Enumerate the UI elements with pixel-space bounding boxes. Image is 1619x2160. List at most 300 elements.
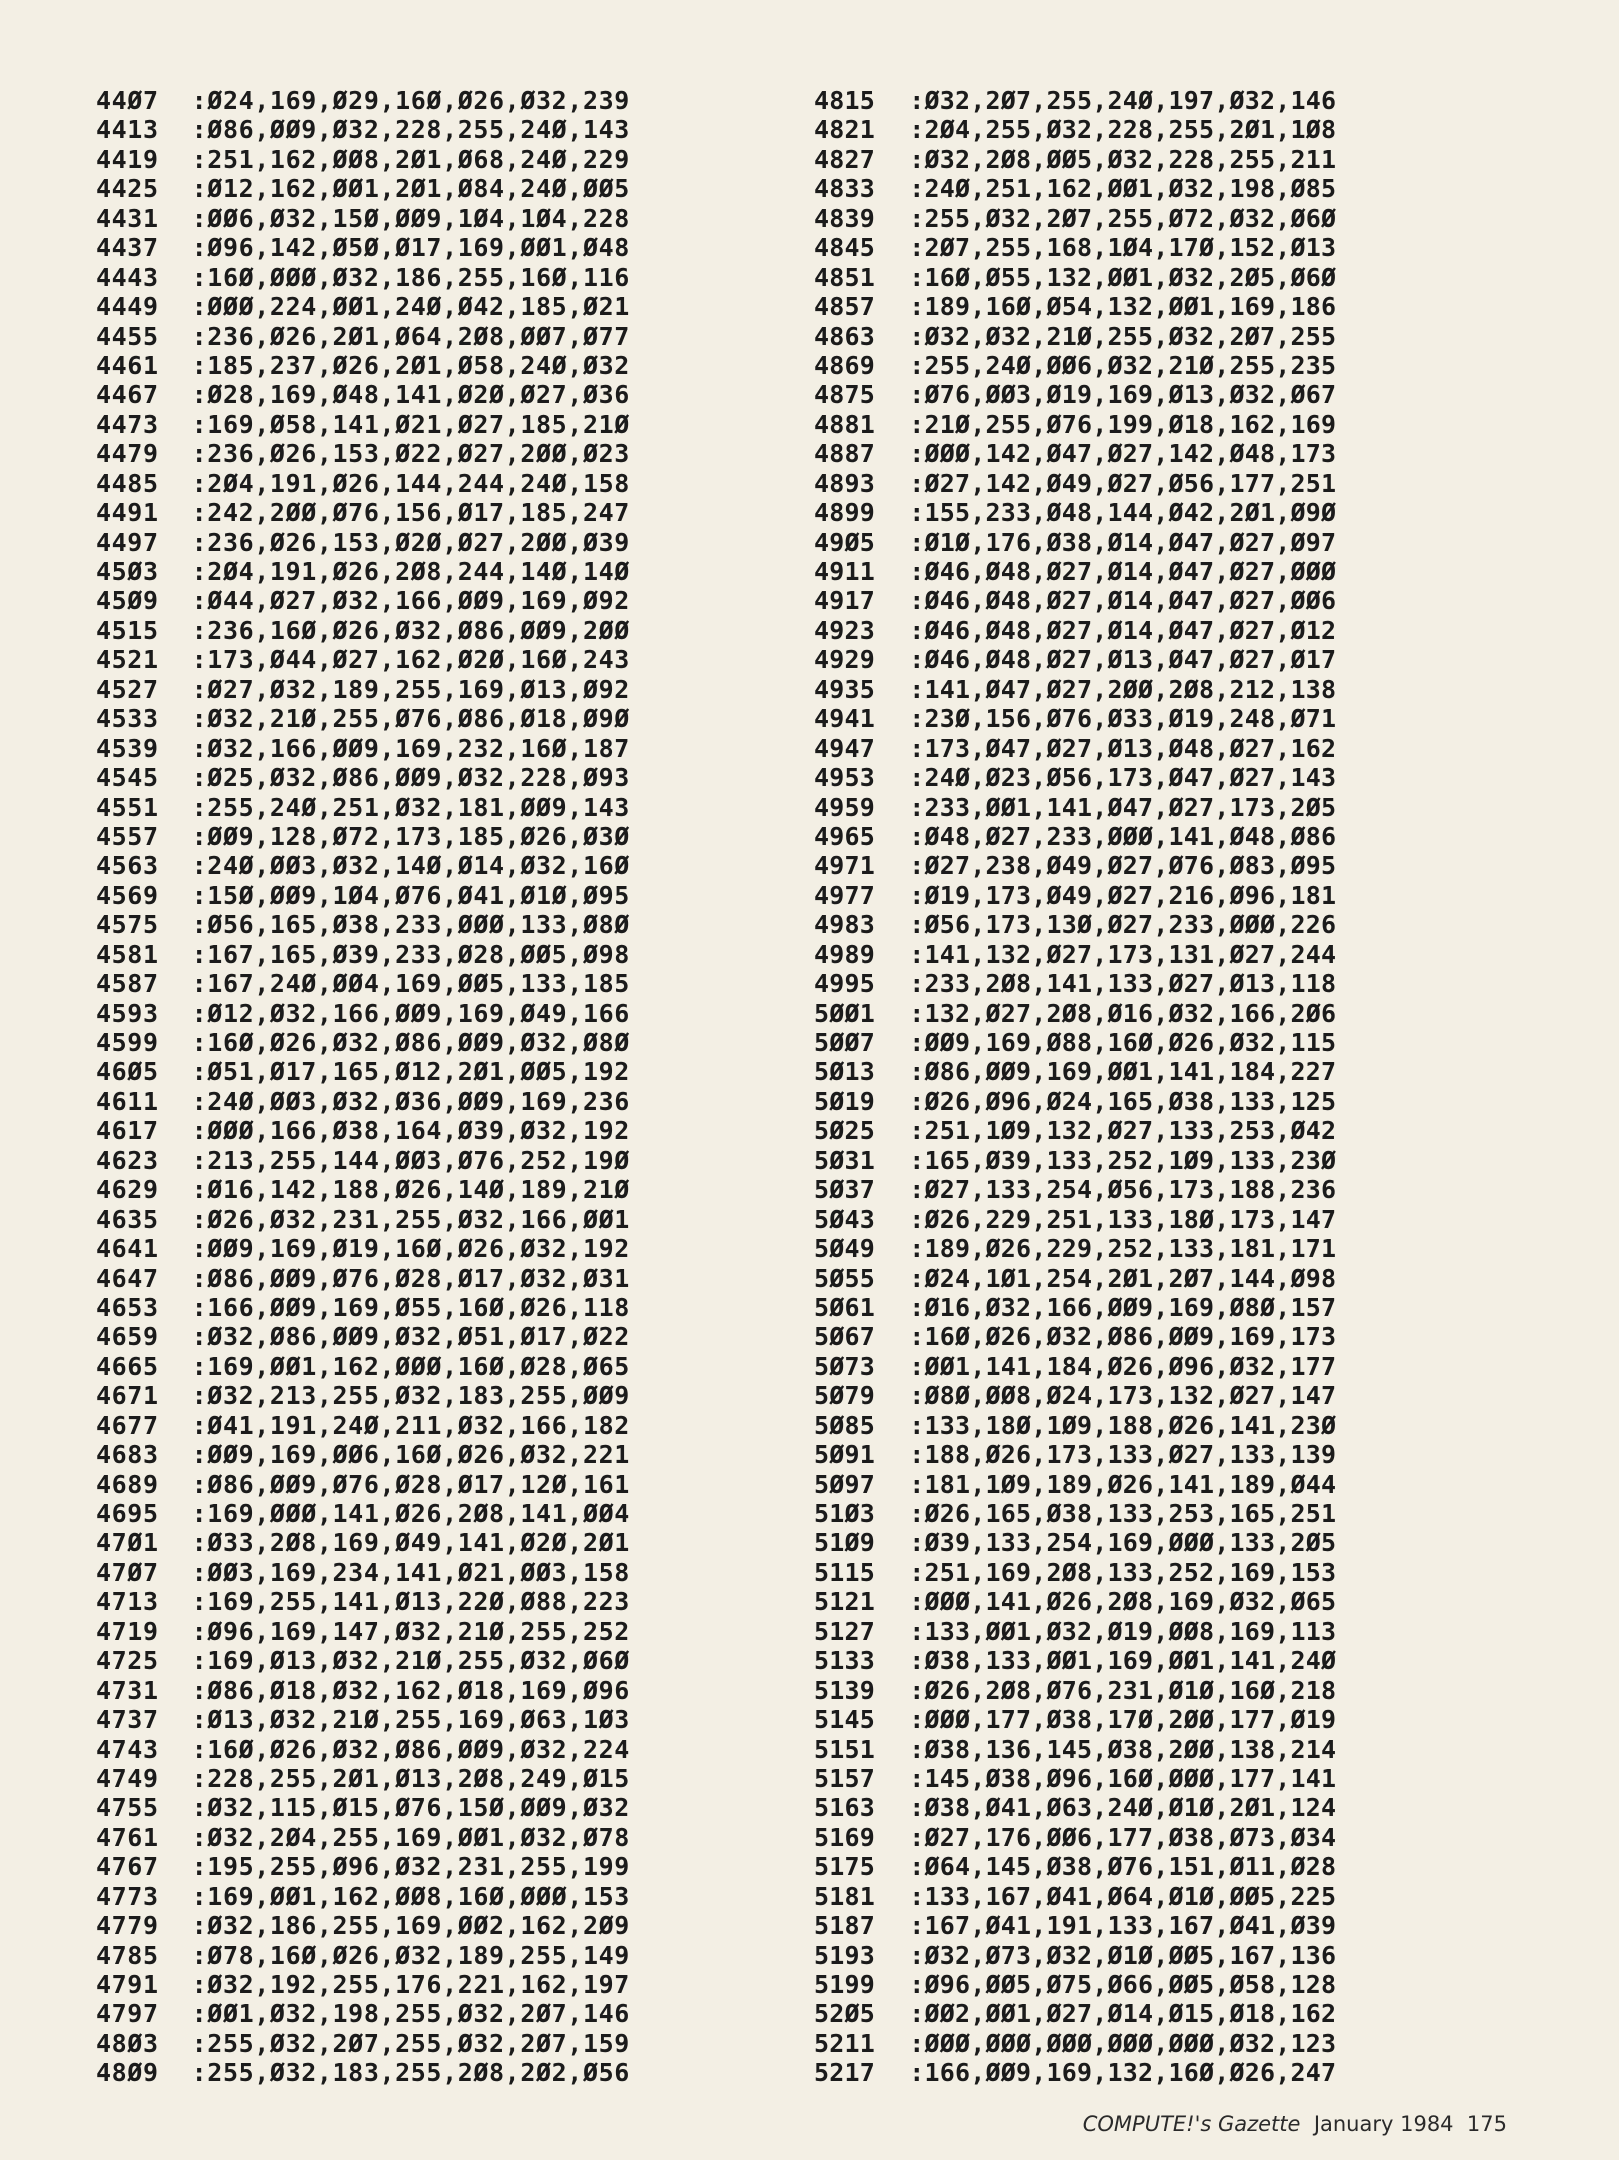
- line-number: 4581: [96, 939, 159, 969]
- listing-line: [814, 734, 1336, 763]
- listing-line: [96, 1381, 630, 1410]
- line-number: 5121: [814, 1587, 876, 1617]
- line-number: 5193: [814, 1940, 876, 1970]
- listing-line: [96, 322, 630, 351]
- line-data: :Ø46,Ø48,Ø27,Ø14,Ø47,Ø27,Ø12: [909, 615, 1337, 645]
- line-number: 4593: [96, 998, 159, 1028]
- line-number: 4659: [96, 1322, 159, 1352]
- line-data: :133,18Ø,1Ø9,188,Ø26,141,23Ø: [909, 1410, 1337, 1440]
- line-number: 4467: [96, 380, 159, 410]
- listing-line: [96, 1116, 630, 1145]
- line-number: 4479: [96, 439, 159, 469]
- line-data: :Ø12,162,ØØ1,2Ø1,Ø84,24Ø,ØØ5: [191, 174, 630, 204]
- line-number: 4647: [96, 1263, 159, 1293]
- line-data: :2Ø4,255,Ø32,228,255,2Ø1,1Ø8: [909, 115, 1337, 145]
- line-number: 4845: [814, 233, 876, 263]
- listing-line: [814, 322, 1336, 351]
- line-data: :Ø76,ØØ3,Ø19,169,Ø13,Ø32,Ø67: [909, 380, 1337, 410]
- line-data: :Ø78,16Ø,Ø26,Ø32,189,255,149: [191, 1940, 630, 1970]
- listing-line: [814, 410, 1336, 439]
- line-number: 5151: [814, 1734, 876, 1764]
- listing-line: [96, 1499, 630, 1528]
- line-data: :Ø13,Ø32,21Ø,255,169,Ø63,1Ø3: [191, 1705, 630, 1735]
- line-number: 51Ø3: [814, 1499, 876, 1528]
- listing-line: [814, 1764, 1336, 1793]
- line-number: 4551: [96, 792, 159, 822]
- line-number: 4539: [96, 733, 159, 763]
- listing-line: [96, 469, 630, 498]
- listing-line: [814, 1205, 1336, 1234]
- listing-line: [814, 439, 1336, 468]
- listing-line: [814, 851, 1336, 880]
- line-number: 4761: [96, 1822, 159, 1852]
- line-number: 4911: [814, 557, 876, 586]
- listing-line: [96, 1528, 630, 1557]
- listing-line: [96, 1146, 630, 1175]
- listing-line: [814, 204, 1336, 233]
- line-number: 4851: [814, 262, 876, 292]
- line-number: 4983: [814, 910, 876, 940]
- listing-line: [814, 1735, 1336, 1764]
- listing-line: [814, 881, 1336, 910]
- line-data: :Ø26,229,251,133,18Ø,173,147: [909, 1204, 1337, 1234]
- line-number: 4941: [814, 704, 876, 734]
- listing-line: [96, 1057, 630, 1086]
- line-number: 4485: [96, 468, 159, 498]
- listing-line: [96, 204, 630, 233]
- line-data: :132,Ø27,2Ø8,Ø16,Ø32,166,2Ø6: [909, 998, 1337, 1028]
- line-number: 4419: [96, 144, 159, 174]
- line-number: 5Ø31: [814, 1145, 876, 1175]
- line-number: 4695: [96, 1499, 159, 1528]
- line-data: :2Ø4,191,Ø26,2Ø8,244,14Ø,14Ø: [191, 557, 630, 586]
- line-number: 4449: [96, 292, 159, 322]
- line-number: 5175: [814, 1852, 876, 1882]
- line-number: 4755: [96, 1793, 159, 1823]
- listing-line: [96, 1999, 630, 2028]
- listing-line: [814, 380, 1336, 409]
- line-data: :Ø32,21Ø,255,Ø76,Ø86,Ø18,Ø9Ø: [191, 704, 630, 734]
- line-data: :169,255,141,Ø13,22Ø,Ø88,223: [191, 1587, 630, 1617]
- line-number: 4563: [96, 851, 159, 881]
- line-data: :251,1Ø9,132,Ø27,133,253,Ø42: [909, 1116, 1337, 1146]
- line-number: 4569: [96, 880, 159, 910]
- line-number: 4899: [814, 498, 876, 528]
- line-data: :Ø26,Ø32,231,255,Ø32,166,ØØ1: [191, 1204, 630, 1234]
- listing-line: [814, 763, 1336, 792]
- listing-line: [96, 1676, 630, 1705]
- line-data: :Ø8Ø,ØØ8,Ø24,173,132,Ø27,147: [909, 1381, 1337, 1411]
- listing-line: [814, 1381, 1336, 1410]
- line-data: :255,24Ø,251,Ø32,181,ØØ9,143: [191, 792, 630, 822]
- listing-line: [96, 1970, 630, 1999]
- line-data: :236,16Ø,Ø26,Ø32,Ø86,ØØ9,2ØØ: [191, 615, 630, 645]
- line-data: :Ø32,Ø32,21Ø,255,Ø32,2Ø7,255: [909, 321, 1337, 351]
- line-data: :145,Ø38,Ø96,16Ø,ØØØ,177,141: [909, 1763, 1337, 1793]
- line-number: 4827: [814, 144, 876, 174]
- listing-line: [814, 940, 1336, 969]
- line-data: :ØØ3,169,234,141,Ø21,ØØ3,158: [191, 1557, 630, 1587]
- line-data: :169,ØØ1,162,ØØ8,16Ø,ØØØ,153: [191, 1881, 630, 1911]
- line-data: :Ø96,142,Ø5Ø,Ø17,169,ØØ1,Ø48: [191, 233, 630, 263]
- line-data: :255,Ø32,2Ø7,255,Ø32,2Ø7,159: [191, 2028, 630, 2058]
- line-data: :251,169,2Ø8,133,252,169,153: [909, 1557, 1337, 1587]
- line-data: :188,Ø26,173,133,Ø27,133,139: [909, 1440, 1337, 1470]
- line-data: :Ø39,133,254,169,ØØØ,133,2Ø5: [909, 1528, 1337, 1558]
- line-number: 5Ø55: [814, 1263, 876, 1293]
- line-number: 4443: [96, 262, 159, 292]
- listing-line: [96, 1735, 630, 1764]
- line-data: :ØØ9,128,Ø72,173,185,Ø26,Ø3Ø: [191, 821, 630, 851]
- line-data: :Ø16,142,188,Ø26,14Ø,189,21Ø: [191, 1175, 630, 1205]
- line-number: 4557: [96, 821, 159, 851]
- line-number: 4959: [814, 792, 876, 822]
- line-data: :213,255,144,ØØ3,Ø76,252,19Ø: [191, 1145, 630, 1175]
- listing-line: [96, 1087, 630, 1116]
- listing-line: [814, 675, 1336, 704]
- page-number: 175: [1466, 2112, 1507, 2136]
- line-number: 4791: [96, 1970, 159, 1999]
- line-data: :Ø1Ø,176,Ø38,Ø14,Ø47,Ø27,Ø97: [909, 527, 1337, 557]
- line-number: 4599: [96, 1028, 159, 1057]
- line-number: 4731: [96, 1675, 159, 1705]
- line-data: :133,ØØ1,Ø32,Ø19,ØØ8,169,113: [909, 1616, 1337, 1646]
- line-number: 4425: [96, 174, 159, 204]
- listing-line: [96, 586, 630, 615]
- line-data: :166,ØØ9,169,132,16Ø,Ø26,247: [909, 2058, 1337, 2088]
- listing-line: [96, 1293, 630, 1322]
- line-number: 4767: [96, 1852, 159, 1882]
- line-number: 4521: [96, 645, 159, 675]
- line-data: :Ø38,136,145,Ø38,2ØØ,138,214: [909, 1734, 1337, 1764]
- line-data: :233,2Ø8,141,133,Ø27,Ø13,118: [909, 969, 1337, 999]
- line-number: 4455: [96, 321, 159, 351]
- listing-line: [814, 469, 1336, 498]
- listing-line: [814, 1146, 1336, 1175]
- line-data: :Ø32,2Ø4,255,169,ØØ1,Ø32,Ø78: [191, 1822, 630, 1852]
- line-data: :166,ØØ9,169,Ø55,16Ø,Ø26,118: [191, 1292, 630, 1322]
- line-number: 4623: [96, 1145, 159, 1175]
- listing-line: [814, 969, 1336, 998]
- line-data: :236,Ø26,2Ø1,Ø64,2Ø8,ØØ7,Ø77: [191, 321, 630, 351]
- publication-name: COMPUTE!'s Gazette: [1082, 2112, 1301, 2136]
- line-number: 5133: [814, 1646, 876, 1676]
- listing-column-right: [814, 86, 1336, 2088]
- line-number: 4497: [96, 527, 159, 557]
- line-number: 4929: [814, 645, 876, 675]
- line-data: :Ø26,Ø96,Ø24,165,Ø38,133,125: [909, 1086, 1337, 1116]
- listing-line: [814, 1057, 1336, 1086]
- line-data: :23Ø,156,Ø76,Ø33,Ø19,248,Ø71: [909, 704, 1337, 734]
- line-data: :236,Ø26,153,Ø22,Ø27,2ØØ,Ø23: [191, 439, 630, 469]
- line-data: :173,Ø47,Ø27,Ø13,Ø48,Ø27,162: [909, 733, 1337, 763]
- line-number: 4881: [814, 409, 876, 439]
- line-data: :Ø16,Ø32,166,ØØ9,169,Ø8Ø,157: [909, 1292, 1337, 1322]
- listing-line: [96, 1175, 630, 1204]
- listing-line: [96, 793, 630, 822]
- line-number: 4935: [814, 674, 876, 704]
- line-number: 45Ø9: [96, 586, 159, 616]
- listing-line: [814, 1175, 1336, 1204]
- listing-line: [814, 557, 1336, 586]
- line-data: :ØØØ,224,ØØ1,24Ø,Ø42,185,Ø21: [191, 292, 630, 322]
- line-data: :167,165,Ø39,233,Ø28,ØØ5,Ø98: [191, 939, 630, 969]
- line-number: 4461: [96, 350, 159, 380]
- line-number: 4779: [96, 1911, 159, 1941]
- listing-line: [96, 233, 630, 262]
- line-data: :Ø26,2Ø8,Ø76,231,Ø1Ø,16Ø,218: [909, 1675, 1337, 1705]
- line-number: 4671: [96, 1381, 159, 1411]
- listing-line: [96, 999, 630, 1028]
- listing-line: [96, 616, 630, 645]
- line-number: 4833: [814, 174, 876, 204]
- line-data: :255,24Ø,ØØ6,Ø32,21Ø,255,235: [909, 350, 1337, 380]
- line-number: 5Ø61: [814, 1292, 876, 1322]
- listing-line: [96, 940, 630, 969]
- line-number: 4653: [96, 1292, 159, 1322]
- line-data: :Ø27,176,ØØ6,177,Ø38,Ø73,Ø34: [909, 1822, 1337, 1852]
- line-data: :251,162,ØØ8,2Ø1,Ø68,24Ø,229: [191, 144, 630, 174]
- line-data: :141,Ø47,Ø27,2ØØ,2Ø8,212,138: [909, 674, 1337, 704]
- line-data: :Ø48,Ø27,233,ØØØ,141,Ø48,Ø86: [909, 821, 1337, 851]
- line-data: :ØØØ,177,Ø38,17Ø,2ØØ,177,Ø19: [909, 1705, 1337, 1735]
- line-data: :Ø64,145,Ø38,Ø76,151,Ø11,Ø28: [909, 1852, 1337, 1882]
- line-data: :236,Ø26,153,Ø2Ø,Ø27,2ØØ,Ø39: [191, 527, 630, 557]
- listing-line: [814, 2029, 1336, 2058]
- listing-line: [814, 1440, 1336, 1469]
- listing-line: [814, 351, 1336, 380]
- line-number: 4893: [814, 468, 876, 498]
- listing-line: [814, 586, 1336, 615]
- page-footer: [1083, 2112, 1507, 2136]
- line-data: :Ø33,2Ø8,169,Ø49,141,Ø2Ø,2Ø1: [191, 1528, 630, 1558]
- listing-line: [96, 763, 630, 792]
- line-data: :133,167,Ø41,Ø64,Ø1Ø,ØØ5,225: [909, 1881, 1337, 1911]
- line-number: 4923: [814, 615, 876, 645]
- line-data: :Ø86,ØØ9,Ø76,Ø28,Ø17,12Ø,161: [191, 1469, 630, 1499]
- line-number: 49Ø5: [814, 527, 876, 557]
- line-data: :233,ØØ1,141,Ø47,Ø27,173,2Ø5: [909, 792, 1337, 822]
- line-data: :Ø86,Ø18,Ø32,162,Ø18,169,Ø96: [191, 1675, 630, 1705]
- issue-date: January 1984: [1313, 2112, 1454, 2136]
- line-data: :Ø27,238,Ø49,Ø27,Ø76,Ø83,Ø95: [909, 851, 1337, 881]
- line-number: 4527: [96, 674, 159, 704]
- line-data: :Ø56,173,13Ø,Ø27,233,ØØØ,226: [909, 910, 1337, 940]
- line-number: 4437: [96, 233, 159, 263]
- listing-line: [96, 498, 630, 527]
- listing-line: [814, 1499, 1336, 1528]
- listing-line: [96, 174, 630, 203]
- listing-line: [96, 115, 630, 144]
- line-data: :Ø86,ØØ9,Ø32,228,255,24Ø,143: [191, 115, 630, 145]
- listing-line: [814, 2058, 1336, 2087]
- line-number: 5Ø85: [814, 1410, 876, 1440]
- line-data: :Ø32,213,255,Ø32,183,255,ØØ9: [191, 1381, 630, 1411]
- line-data: :24Ø,251,162,ØØ1,Ø32,198,Ø85: [909, 174, 1337, 204]
- line-data: :24Ø,ØØ3,Ø32,14Ø,Ø14,Ø32,16Ø: [191, 851, 630, 881]
- listing-line: [96, 86, 630, 115]
- listing-line: [814, 1646, 1336, 1675]
- listing-line: [814, 1705, 1336, 1734]
- line-number: 4665: [96, 1351, 159, 1381]
- line-data: :169,ØØ1,162,ØØØ,16Ø,Ø28,Ø65: [191, 1351, 630, 1381]
- listing-line: [814, 1793, 1336, 1822]
- line-number: 47Ø1: [96, 1528, 159, 1558]
- line-number: 5115: [814, 1557, 876, 1587]
- listing-line: [814, 1470, 1336, 1499]
- listing-line: [96, 145, 630, 174]
- line-data: :ØØ1,141,184,Ø26,Ø96,Ø32,177: [909, 1351, 1337, 1381]
- listing-line: [96, 1852, 630, 1881]
- line-number: 5199: [814, 1970, 876, 1999]
- line-number: 4797: [96, 1999, 159, 2029]
- line-number: 5Ø67: [814, 1322, 876, 1352]
- listing-line: [96, 1617, 630, 1646]
- line-data: :ØØ9,169,Ø19,16Ø,Ø26,Ø32,192: [191, 1234, 630, 1264]
- line-number: 5Ø91: [814, 1440, 876, 1470]
- listing-line: [814, 616, 1336, 645]
- line-number: 4611: [96, 1086, 159, 1116]
- line-number: 4431: [96, 203, 159, 233]
- listing-line: [814, 528, 1336, 557]
- listing-line: [96, 439, 630, 468]
- line-data: :Ø24,1Ø1,254,2Ø1,2Ø7,144,Ø98: [909, 1263, 1337, 1293]
- line-number: 4821: [814, 115, 876, 145]
- line-data: :185,237,Ø26,2Ø1,Ø58,24Ø,Ø32: [191, 350, 630, 380]
- line-number: 5217: [814, 2058, 876, 2088]
- line-data: :195,255,Ø96,Ø32,231,255,199: [191, 1852, 630, 1882]
- line-data: :2Ø7,255,168,1Ø4,17Ø,152,Ø13: [909, 233, 1337, 263]
- line-data: :165,Ø39,133,252,1Ø9,133,23Ø: [909, 1145, 1337, 1175]
- listing-line: [814, 1617, 1336, 1646]
- line-data: :16Ø,ØØØ,Ø32,186,255,16Ø,116: [191, 262, 630, 292]
- line-number: 4887: [814, 439, 876, 469]
- line-data: :Ø32,186,255,169,ØØ2,162,2Ø9: [191, 1911, 630, 1941]
- line-number: 5187: [814, 1911, 876, 1941]
- listing-line: [96, 1764, 630, 1793]
- line-number: 4713: [96, 1587, 159, 1617]
- listing-line: [814, 1028, 1336, 1057]
- line-data: :Ø32,2Ø8,ØØ5,Ø32,228,255,211: [909, 144, 1337, 174]
- line-data: :169,Ø58,141,Ø21,Ø27,185,21Ø: [191, 409, 630, 439]
- line-number: 5127: [814, 1616, 876, 1646]
- listing-line: [96, 1264, 630, 1293]
- line-number: 4683: [96, 1440, 159, 1470]
- listing-line: [814, 1852, 1336, 1881]
- line-data: :Ø27,142,Ø49,Ø27,Ø56,177,251: [909, 468, 1337, 498]
- listing-line: [96, 910, 630, 939]
- line-data: :141,132,Ø27,173,131,Ø27,244: [909, 939, 1337, 969]
- line-data: :Ø46,Ø48,Ø27,Ø13,Ø47,Ø27,Ø17: [909, 645, 1337, 675]
- listing-line: [814, 115, 1336, 144]
- listing-line: [814, 1676, 1336, 1705]
- line-data: :Ø56,165,Ø38,233,ØØØ,133,Ø8Ø: [191, 910, 630, 940]
- line-number: 5ØØ1: [814, 998, 876, 1028]
- listing-line: [96, 292, 630, 321]
- line-data: :Ø96,ØØ5,Ø75,Ø66,ØØ5,Ø58,128: [909, 1970, 1337, 1999]
- line-data: :21Ø,255,Ø76,199,Ø18,162,169: [909, 409, 1337, 439]
- line-data: :2Ø4,191,Ø26,144,244,24Ø,158: [191, 468, 630, 498]
- listing-line: [814, 1264, 1336, 1293]
- listing-line: [814, 1587, 1336, 1616]
- listing-line: [814, 233, 1336, 262]
- line-data: :Ø96,169,147,Ø32,21Ø,255,252: [191, 1616, 630, 1646]
- line-data: :Ø25,Ø32,Ø86,ØØ9,Ø32,228,Ø93: [191, 763, 630, 793]
- line-number: 4719: [96, 1616, 159, 1646]
- listing-line: [96, 410, 630, 439]
- listing-line: [814, 793, 1336, 822]
- listing-line: [96, 2029, 630, 2058]
- listing-line: [96, 1411, 630, 1440]
- line-data: :Ø38,Ø41,Ø63,24Ø,Ø1Ø,2Ø1,124: [909, 1793, 1337, 1823]
- line-data: :Ø32,166,ØØ9,169,232,16Ø,187: [191, 733, 630, 763]
- line-number: 5Ø79: [814, 1381, 876, 1411]
- line-data: :Ø28,169,Ø48,141,Ø2Ø,Ø27,Ø36: [191, 380, 630, 410]
- line-number: 45Ø3: [96, 557, 159, 586]
- line-data: :16Ø,Ø26,Ø32,Ø86,ØØ9,169,173: [909, 1322, 1337, 1352]
- listing-line: [96, 1882, 630, 1911]
- line-data: :24Ø,ØØ3,Ø32,Ø36,ØØ9,169,236: [191, 1086, 630, 1116]
- listing-line: [814, 1823, 1336, 1852]
- listing-line: [814, 910, 1336, 939]
- line-number: 46Ø5: [96, 1057, 159, 1087]
- line-number: 5Ø19: [814, 1086, 876, 1116]
- line-data: :255,Ø32,183,255,2Ø8,2Ø2,Ø56: [191, 2058, 630, 2088]
- line-data: :Ø27,Ø32,189,255,169,Ø13,Ø92: [191, 674, 630, 704]
- line-number: 5Ø49: [814, 1234, 876, 1264]
- line-number: 5Ø13: [814, 1057, 876, 1087]
- line-data: :189,16Ø,Ø54,132,ØØ1,169,186: [909, 292, 1337, 322]
- listing-line: [96, 1823, 630, 1852]
- listing-line: [96, 1793, 630, 1822]
- line-data: :Ø86,ØØ9,169,ØØ1,141,184,227: [909, 1057, 1337, 1087]
- line-data: :Ø32,Ø73,Ø32,Ø1Ø,ØØ5,167,136: [909, 1940, 1337, 1970]
- listing-line: [96, 1646, 630, 1675]
- line-data: :24Ø,Ø23,Ø56,173,Ø47,Ø27,143: [909, 763, 1337, 793]
- line-number: 4875: [814, 380, 876, 410]
- listing-line: [96, 1440, 630, 1469]
- listing-line: [96, 1028, 630, 1057]
- line-number: 4587: [96, 969, 159, 999]
- line-number: 4689: [96, 1469, 159, 1499]
- listing-line: [814, 704, 1336, 733]
- listing-line: [96, 1352, 630, 1381]
- line-data: :Ø86,ØØ9,Ø76,Ø28,Ø17,Ø32,Ø31: [191, 1263, 630, 1293]
- line-data: :Ø24,169,Ø29,16Ø,Ø26,Ø32,239: [191, 86, 630, 115]
- line-number: 5Ø37: [814, 1175, 876, 1205]
- listing-line: [96, 1941, 630, 1970]
- line-data: :16Ø,Ø26,Ø32,Ø86,ØØ9,Ø32,Ø8Ø: [191, 1028, 630, 1057]
- line-number: 4737: [96, 1705, 159, 1735]
- line-number: 5163: [814, 1793, 876, 1823]
- line-number: 4677: [96, 1410, 159, 1440]
- line-data: :Ø32,Ø86,ØØ9,Ø32,Ø51,Ø17,Ø22: [191, 1322, 630, 1352]
- line-number: 4641: [96, 1234, 159, 1264]
- line-data: :173,Ø44,Ø27,162,Ø2Ø,16Ø,243: [191, 645, 630, 675]
- line-data: :Ø32,2Ø7,255,24Ø,197,Ø32,146: [909, 86, 1337, 115]
- listing-line: [96, 2058, 630, 2087]
- listing-line: [96, 557, 630, 586]
- listing-line: [96, 851, 630, 880]
- listing-line: [96, 1322, 630, 1351]
- listing-line: [96, 704, 630, 733]
- listing-line: [96, 1205, 630, 1234]
- line-data: :181,1Ø9,189,Ø26,141,189,Ø44: [909, 1469, 1337, 1499]
- listing-line: [814, 645, 1336, 674]
- listing-line: [814, 1411, 1336, 1440]
- listing-line: [814, 999, 1336, 1028]
- line-number: 5Ø97: [814, 1469, 876, 1499]
